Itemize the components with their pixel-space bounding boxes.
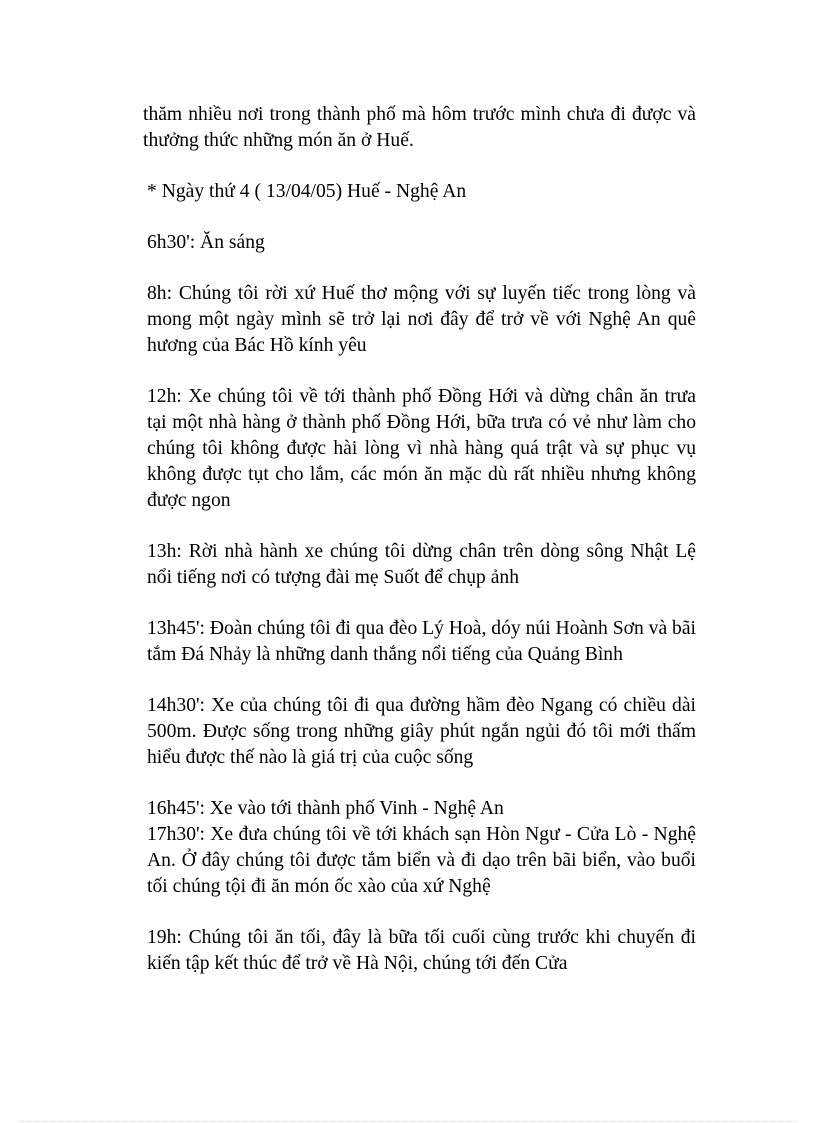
schedule-entry-0800: 8h: Chúng tôi rời xứ Huế thơ mộng với sự luyến tiếc trong lòng và mong một ngày mình sẽ trở lại nơi đây để trở về với Nghệ An quê hương của Bác Hồ kính yêu xyxy=(147,283,696,356)
paragraph-intro: thăm nhiều nơi trong thành phố mà hôm trước mình chưa đi được và thưởng thức những món ăn ở Huế. xyxy=(143,104,696,151)
schedule-entry-1345: 13h45': Đoàn chúng tôi đi qua đèo Lý Hoà, dóy núi Hoành Sơn và bãi tắm Đá Nhảy là những danh thắng nổi tiếng của Quảng Bình xyxy=(147,618,696,665)
schedule-entry-0630: 6h30': Ăn sáng xyxy=(147,232,265,253)
schedule-entry-1730: 17h30': Xe đưa chúng tôi về tới khách sạn Hòn Ngư - Cửa Lò - Nghệ An. Ở đây chúng tôi được tắm biển và đi dạo trên bãi biển, vào buổi tối chúng tội đi ăn món ốc xào của xứ Nghệ xyxy=(147,824,696,897)
schedule-entry-1200: 12h: Xe chúng tôi về tới thành phố Đồng Hới và dừng chân ăn trưa tại một nhà hàng ở thành phố Đồng Hới, bữa trưa có vẻ như làm cho chúng tôi không được hài lòng vì nhà hàng quá trật và sự phục vụ không được tụt cho lắm, các món ăn mặc dù rất nhiều nhưng không được ngon xyxy=(147,386,696,511)
schedule-entry-1900: 19h: Chúng tôi ăn tối, đây là bữa tối cuối cùng trước khi chuyến đi kiến tập kết thúc để trở về Hà Nội, chúng tới đến Cửa xyxy=(147,927,696,974)
document-body xyxy=(143,102,696,1002)
schedule-entry-1645: 16h45': Xe vào tới thành phố Vinh - Nghệ An xyxy=(147,798,504,819)
day-heading: * Ngày thứ 4 ( 13/04/05) Huế - Nghệ An xyxy=(147,181,467,202)
page-bottom-divider xyxy=(20,1121,796,1122)
schedule-entry-1430: 14h30': Xe của chúng tôi đi qua đường hầm đèo Ngang có chiều dài 500m. Được sống trong những giây phút ngắn ngủi đó tôi mới thấm hiểu được thế nào là giá trị của cuộc sống xyxy=(147,695,696,768)
schedule-entry-1300: 13h: Rời nhà hành xe chúng tôi dừng chân trên dòng sông Nhật Lệ nổi tiếng nơi có tượng đài mẹ Suốt để chụp ảnh xyxy=(147,541,696,588)
